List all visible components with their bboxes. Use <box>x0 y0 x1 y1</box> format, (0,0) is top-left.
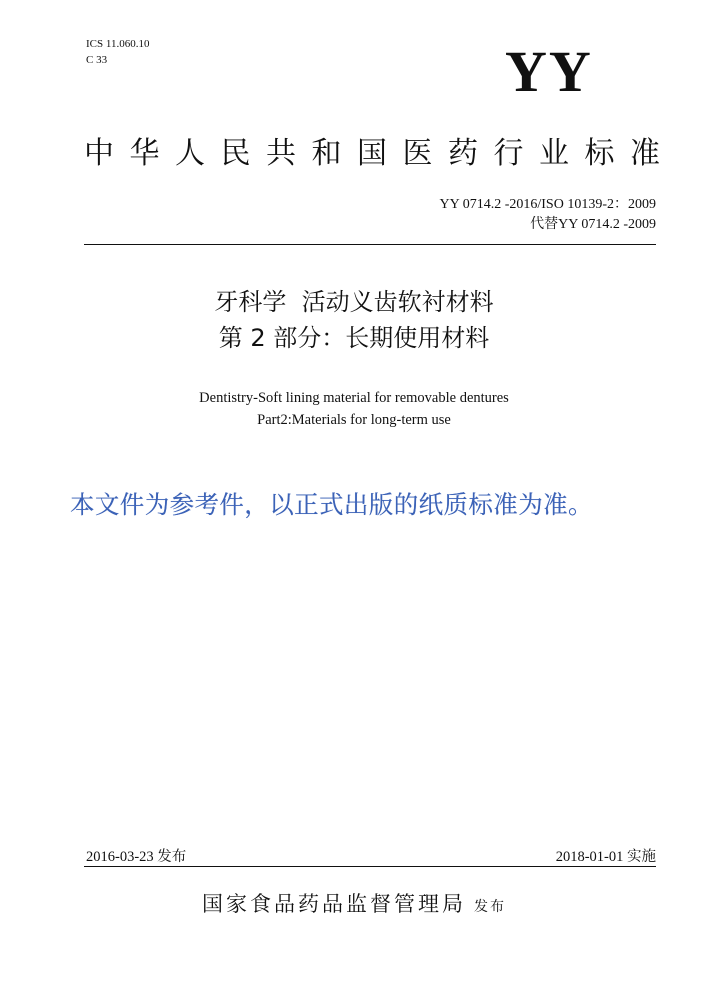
title-en-line2: Part2:Materials for long-term use <box>257 412 451 428</box>
document-title-zh <box>0 284 708 356</box>
standard-number-block <box>440 195 656 235</box>
header-divider <box>84 244 656 245</box>
reference-watermark: 本文件为参考件，以正式出版的纸质标准为准。 <box>70 492 593 519</box>
issuer-name: 国家食品药品监督管理局 <box>202 892 466 916</box>
publish-date: 2016-03-23 发布 <box>86 849 187 865</box>
ics-code: ICS 11.060.10 <box>86 38 150 50</box>
title-zh-line1: 牙科学 活动义齿软衬材料 <box>214 288 494 316</box>
footer-divider <box>84 866 656 867</box>
ccs-code: C 33 <box>86 54 108 66</box>
title-zh-line2: 第 2 部分：长期使用材料 <box>218 324 490 352</box>
implement-date: 2018-01-01 实施 <box>555 849 656 865</box>
classification-codes <box>86 36 149 68</box>
standard-category-title: 中华人民共和国医药行业标准 <box>84 136 676 171</box>
replaces-standard: 代替YY 0714.2 -2009 <box>530 217 656 232</box>
issuer-suffix: 发布 <box>474 899 506 915</box>
standard-logo: YY <box>505 39 593 104</box>
standard-number: YY 0714.2 -2016/ISO 10139-2：2009 <box>439 197 656 212</box>
title-en-line1: Dentistry-Soft lining material for removable dentures <box>199 390 509 406</box>
document-title-en <box>0 387 708 431</box>
issuer-line <box>0 888 708 918</box>
